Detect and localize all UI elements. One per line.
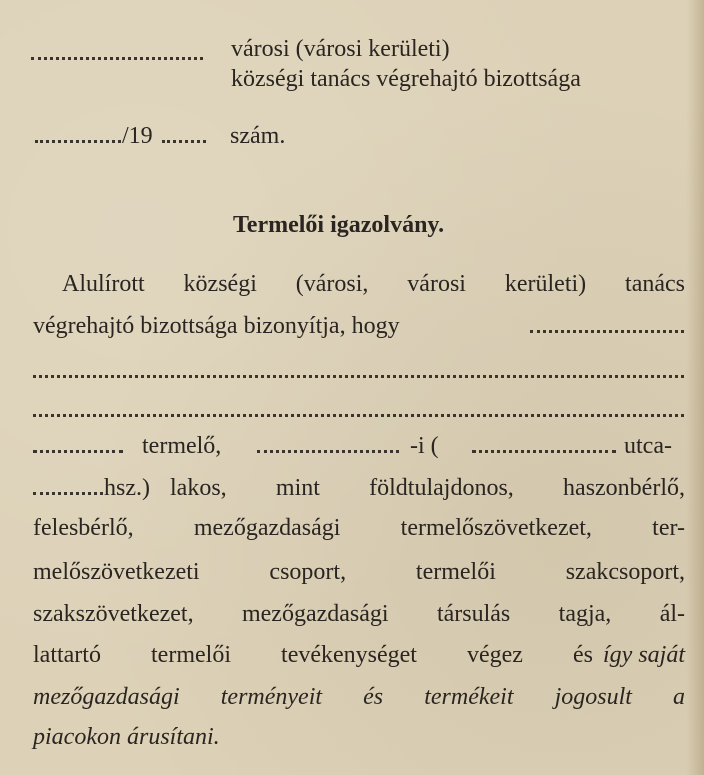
paragraph-line-1: Alulírott községi (városi, városi kerületi) tanács [62, 271, 685, 297]
council-name-blank[interactable] [31, 57, 203, 60]
house-number-blank[interactable] [33, 492, 103, 495]
street-label: utca- [624, 433, 672, 459]
document-title: Termelői igazolvány. [233, 212, 445, 238]
street-blank[interactable] [472, 450, 616, 453]
paragraph-line-11: mezőgazdasági terményeit és termékeit jogosult a [33, 684, 685, 710]
page-edge-shadow [686, 0, 704, 775]
paragraph-line-10 [33, 640, 685, 670]
house-number-label: hsz.) [104, 475, 150, 501]
name-blank-2[interactable] [33, 375, 684, 378]
name-blank-4[interactable] [33, 450, 123, 453]
name-blank-3[interactable] [33, 414, 684, 417]
paragraph-line-12: piacokon árusítani. [33, 724, 220, 750]
locality-suffix: -i ( [410, 433, 439, 459]
paragraph-line-10-b: így saját [603, 642, 685, 668]
header-line-2: községi tanács végrehajtó bizottsága [231, 66, 581, 92]
paragraph-line-7: felesbérlő, mezőgazdasági termelőszövetkezet, ter- [33, 515, 685, 541]
paragraph-line-6: lakos, mint földtulajdonos, haszonbérlő, [170, 475, 685, 501]
paragraph-line-8: melőszövetkezeti csoport, termelői szakcsoport, [33, 559, 685, 585]
paragraph-line-2: végrehajtó bizottsága bizonyítja, hogy [33, 313, 400, 339]
year-prefix: /19 [122, 123, 153, 149]
name-blank-1[interactable] [530, 330, 684, 333]
locality-blank[interactable] [257, 450, 399, 453]
number-label: szám. [230, 123, 286, 149]
year-suffix-blank[interactable] [162, 140, 206, 143]
document-number-blank[interactable] [35, 140, 121, 143]
paragraph-line-9: szakszövetkezet, mezőgazdasági társulás tagja, ál- [33, 601, 685, 627]
producer-label: termelő, [142, 433, 222, 459]
header-line-1: városi (városi kerületi) [231, 36, 450, 62]
paragraph-line-10-a: lattartó termelői tevékenységet végez és [33, 642, 593, 668]
